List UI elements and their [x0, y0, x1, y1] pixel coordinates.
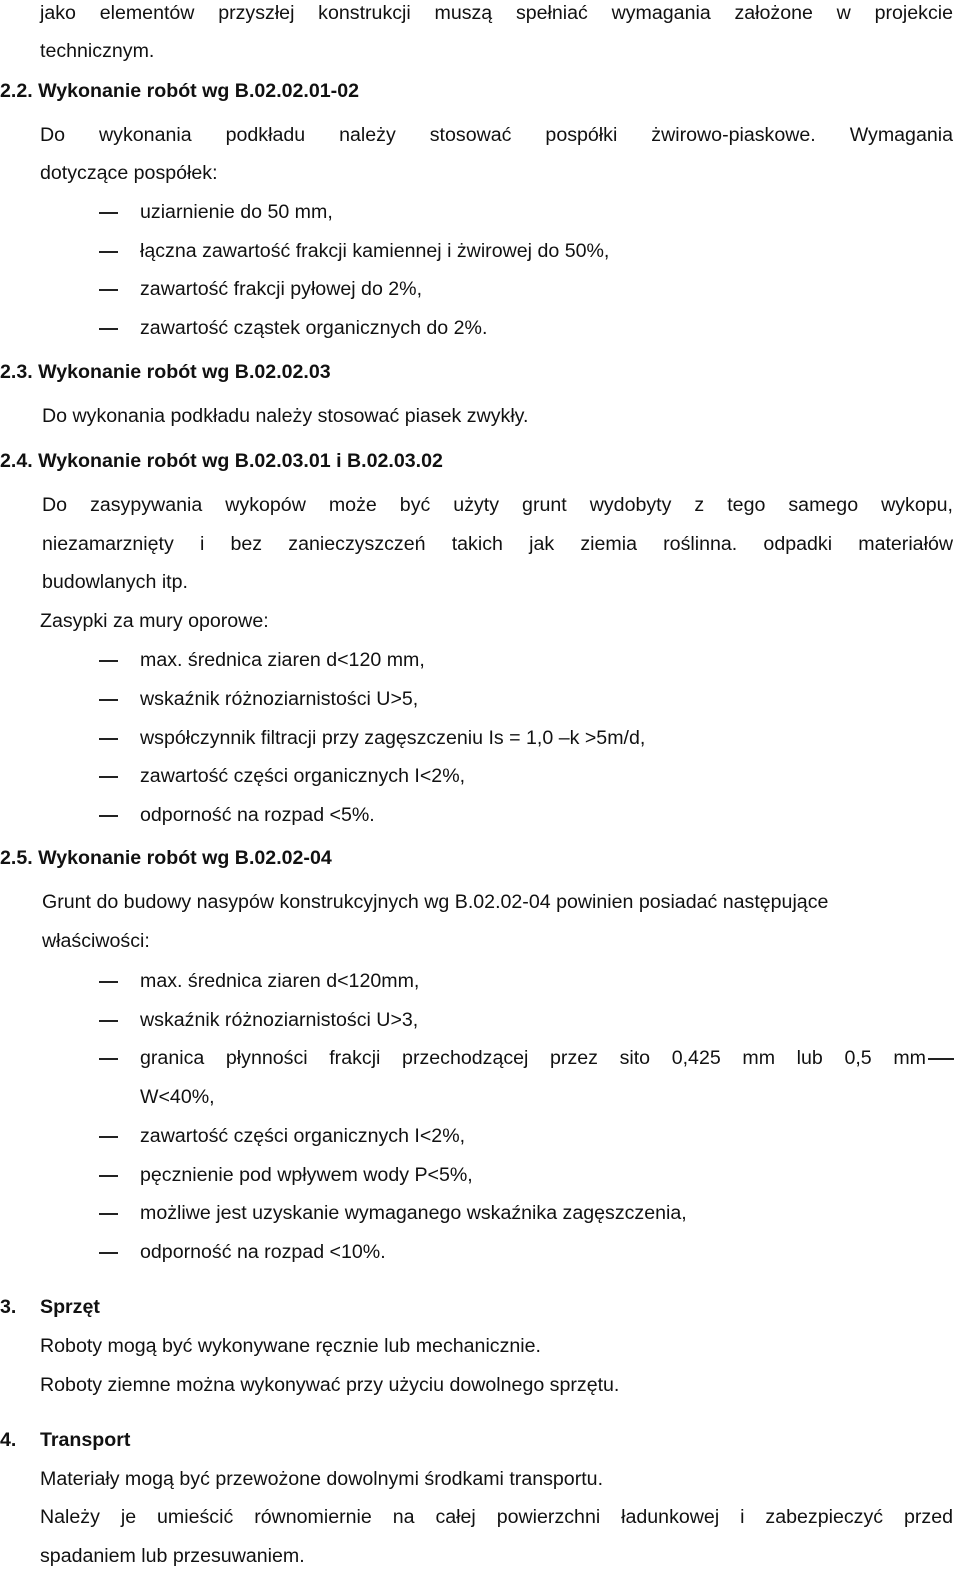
list-item: zawartość cząstek organicznych do 2%. [140, 317, 488, 339]
list-item: wskaźnik różnoziarnistości U>5, [140, 688, 419, 710]
list-item: zawartość frakcji pyłowej do 2%, [140, 278, 423, 300]
list-dash [99, 776, 118, 778]
trailing-dash [928, 1058, 954, 1060]
paragraph-line: budowlanych itp. [42, 571, 188, 593]
paragraph-line: Zasypki za mury oporowe: [40, 610, 269, 632]
paragraph-line: Do wykonania podkładu należy stosować piasek zwykły. [42, 405, 529, 427]
list-dash [99, 699, 118, 701]
list-item: łączna zawartość frakcji kamiennej i żwirowej do 50%, [140, 240, 610, 262]
list-dash [99, 328, 118, 330]
list-dash [99, 1175, 118, 1177]
paragraph-line: Materiały mogą być przewożone dowolnymi środkami transportu. [40, 1468, 604, 1490]
list-item: współczynnik filtracji przy zagęszczeniu Is = 1,0 –k >5m/d, [140, 727, 646, 749]
paragraph-line: jako elementów przyszłej konstrukcji muszą spełniać wymagania założone w projekcie [40, 2, 953, 24]
paragraph-line: właściwości: [42, 930, 150, 952]
list-dash [99, 1020, 118, 1022]
section-title-4: Transport [40, 1429, 131, 1451]
list-dash [99, 660, 118, 662]
list-item: możliwe jest uzyskanie wymaganego wskaźnika zagęszczenia, [140, 1202, 687, 1224]
section-heading-2-5: 2.5. Wykonanie robót wg B.02.02-04 [0, 847, 332, 869]
section-heading-2-3: 2.3. Wykonanie robót wg B.02.02.03 [0, 361, 331, 383]
list-item: max. średnica ziaren d<120mm, [140, 970, 420, 992]
list-dash [99, 815, 118, 817]
section-number-3: 3. [0, 1296, 17, 1318]
list-dash [99, 981, 118, 983]
list-item: granica płynności frakcji przechodzącej przez sito 0,425 mm lub 0,5 mm [140, 1047, 926, 1069]
list-item-continuation: W<40%, [140, 1086, 215, 1108]
paragraph-line: Roboty mogą być wykonywane ręcznie lub mechanicznie. [40, 1335, 541, 1357]
paragraph-line: Do wykonania podkładu należy stosować pospółki żwirowo-piaskowe. Wymagania [40, 124, 953, 146]
paragraph-line: dotyczące pospółek: [40, 162, 218, 184]
list-dash [99, 1136, 118, 1138]
list-item: odporność na rozpad <10%. [140, 1241, 386, 1263]
paragraph-line: Do zasypywania wykopów może być użyty grunt wydobyty z tego samego wykopu, [42, 494, 953, 516]
list-dash [99, 251, 118, 253]
list-item: odporność na rozpad <5%. [140, 804, 375, 826]
list-item: pęcznienie pod wpływem wody P<5%, [140, 1164, 473, 1186]
list-item: zawartość części organicznych I<2%, [140, 765, 466, 787]
paragraph-line: niezamarznięty i bez zanieczyszczeń takich jak ziemia roślinna. odpadki materiałów [42, 533, 953, 555]
list-dash [99, 1252, 118, 1254]
list-dash [99, 1213, 118, 1215]
paragraph-line: spadaniem lub przesuwaniem. [40, 1545, 305, 1567]
list-dash [99, 738, 118, 740]
section-heading-2-4: 2.4. Wykonanie robót wg B.02.03.01 i B.02.03.02 [0, 450, 443, 472]
list-dash [99, 289, 118, 291]
paragraph-line: Grunt do budowy nasypów konstrukcyjnych wg B.02.02-04 powinien posiadać następujące [42, 891, 829, 913]
list-item: max. średnica ziaren d<120 mm, [140, 649, 425, 671]
section-heading-2-2: 2.2. Wykonanie robót wg B.02.02.01-02 [0, 80, 359, 102]
section-number-4: 4. [0, 1429, 17, 1451]
list-dash [99, 1058, 118, 1060]
paragraph-line: technicznym. [40, 40, 155, 62]
list-dash [99, 212, 118, 214]
list-item: uziarnienie do 50 mm, [140, 201, 333, 223]
paragraph-line: Roboty ziemne można wykonywać przy użyciu dowolnego sprzętu. [40, 1374, 620, 1396]
section-title-3: Sprzęt [40, 1296, 100, 1318]
list-item: wskaźnik różnoziarnistości U>3, [140, 1009, 419, 1031]
list-item: zawartość części organicznych I<2%, [140, 1125, 466, 1147]
paragraph-line: Należy je umieścić równomiernie na całej powierzchni ładunkowej i zabezpieczyć przed [40, 1506, 953, 1528]
